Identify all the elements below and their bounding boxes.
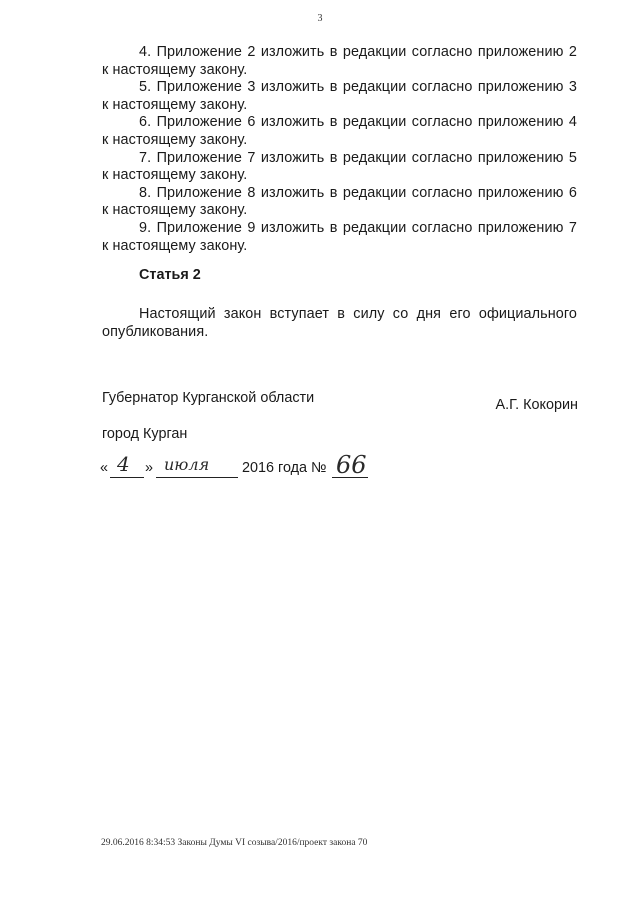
list-item <box>102 150 577 185</box>
item-text-line2: к настоящему закону. <box>102 167 248 184</box>
article-body <box>102 306 577 341</box>
list-item <box>102 114 577 149</box>
open-quote: « <box>100 460 109 476</box>
signatory-name: А.Г. Кокорин <box>495 397 578 413</box>
list-item <box>102 220 577 255</box>
item-text-line1: 7. Приложение 7 изложить в редакции согласно приложению 5 <box>139 149 577 166</box>
page-number: 3 <box>317 13 323 24</box>
handwritten-month: июля <box>164 455 210 474</box>
list-item <box>102 44 577 79</box>
item-text-line2: к настоящему закону. <box>102 202 248 219</box>
footer-file-path: 29.06.2016 8:34:53 Законы Думы VI созыва/2016/проект закона 70 <box>101 838 368 848</box>
item-text-line1: 4. Приложение 2 изложить в редакции согласно приложению 2 <box>139 44 577 60</box>
item-text-line2: к настоящему закону. <box>102 61 248 78</box>
year-label: 2016 года № <box>242 460 327 476</box>
item-text-line1: 8. Приложение 8 изложить в редакции согласно приложению 6 <box>139 184 577 201</box>
item-text-line1: 9. Приложение 9 изложить в редакции согласно приложению 7 <box>139 219 577 236</box>
article-text: Настоящий закон вступает в силу со дня его официального опубликования. <box>102 306 577 340</box>
city-line: город Курган <box>102 426 188 442</box>
item-text-line2: к настоящему закону. <box>102 237 248 254</box>
list-item <box>102 79 577 114</box>
date-line <box>100 451 400 480</box>
close-quote: » <box>145 460 154 476</box>
item-text-line1: 6. Приложение 6 изложить в редакции согласно приложению 4 <box>139 114 577 131</box>
item-text-line2: к настоящему закону. <box>102 131 248 148</box>
amendment-list <box>102 44 577 255</box>
article-heading: Статья 2 <box>139 267 201 283</box>
handwritten-number: 66 <box>336 451 367 479</box>
signatory-title: Губернатор Курганской области <box>102 390 315 406</box>
item-text-line1: 5. Приложение 3 изложить в редакции согласно приложению 3 <box>139 79 577 96</box>
list-item <box>102 185 577 220</box>
handwritten-day: 4 <box>117 452 130 476</box>
item-text-line2: к настоящему закону. <box>102 96 248 113</box>
